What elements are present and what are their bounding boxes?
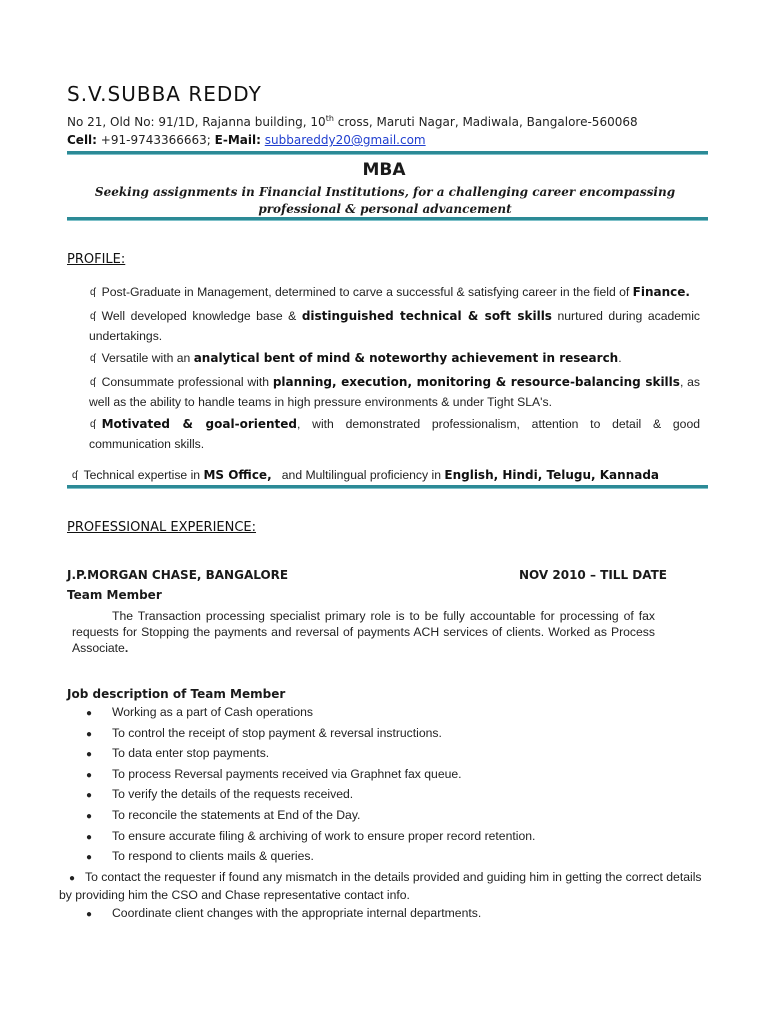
bullet-dot-icon: ● xyxy=(86,909,93,921)
bullet-dot-icon: ● xyxy=(86,749,93,761)
degree-title: MBA xyxy=(362,160,406,180)
arrowhead-up-icon: ʠ xyxy=(90,311,96,322)
profile-list xyxy=(89,283,700,457)
profile-item: ʠ Well developed knowledge base & distinguished technical & soft skills nurtured during academic undertakings. xyxy=(89,309,700,343)
cell-number: +91-9743366663; xyxy=(96,133,215,147)
employment-period: NOV 2010 – TILL DATE xyxy=(519,568,667,582)
profile-heading: PROFILE: xyxy=(67,252,126,267)
profile-item: ʠ Versatile with an analytical bent of mind & noteworthy achievement in research. xyxy=(89,349,700,369)
career-objective: Seeking assignments in Financial Institutions, for a challenging career encompassing professional & personal advancement xyxy=(94,185,676,216)
profile-item: ʠ Motivated & goal-oriented, with demonstrated professionalism, attention to detail & good communication skills. xyxy=(89,417,701,451)
profile-item: ʠ Consummate professional with planning, execution, monitoring & resource-balancing skills, as well as the ability to handle teams in high pressure environments & under Tight SLA's. xyxy=(89,375,700,409)
bullet-dot-icon: ● xyxy=(68,872,76,884)
bullet-dot-icon: ● xyxy=(86,810,93,822)
profile-item-technical: ʠ Technical expertise in MS Office, and Multilingual proficiency in English, Hindi, Telugu, Kannada xyxy=(72,468,660,482)
bullet-dot-icon: ● xyxy=(86,852,93,864)
list-item: ● To ensure accurate filing & archiving of work to ensure proper record retention. xyxy=(86,828,706,846)
arrowhead-up-icon: ʠ xyxy=(90,353,96,364)
list-item: ● To verify the details of the requests received. xyxy=(86,786,706,804)
email-label: E-Mail: xyxy=(214,133,261,147)
experience-heading: PROFESSIONAL EXPERIENCE: xyxy=(67,520,257,535)
list-item: ● To data enter stop payments. xyxy=(86,745,706,763)
duty-list xyxy=(59,704,706,926)
bullet-dot-icon: ● xyxy=(86,769,93,781)
bullet-dot-icon: ● xyxy=(86,708,93,719)
list-item: ● Coordinate client changes with the appropriate internal departments. xyxy=(86,905,706,923)
arrowhead-up-icon: ʠ xyxy=(72,470,78,481)
list-item: ● Working as a part of Cash operations xyxy=(86,704,706,722)
arrowhead-up-icon: ʠ xyxy=(90,377,96,388)
divider-objective xyxy=(67,217,708,221)
list-item: ● To control the receipt of stop payment & reversal instructions. xyxy=(86,725,706,743)
job-description-heading: Job description of Team Member xyxy=(67,687,286,701)
company-name: J.P.MORGAN CHASE, BANGALORE xyxy=(67,568,289,582)
arrowhead-up-icon: ʠ xyxy=(90,419,96,430)
bullet-dot-icon: ● xyxy=(86,790,93,802)
list-item: ● To contact the requester if found any mismatch in the details provided and guiding him in getting the correct details by providing him the CSO and Chase representative contact info. xyxy=(59,869,702,902)
list-item: ● To process Reversal payments received via Graphnet fax queue. xyxy=(86,766,706,784)
divider-profile xyxy=(67,485,708,489)
address: No 21, Old No: 91/1D, Rajanna building, 10th cross, Maruti Nagar, Madiwala, Bangalore-560068 xyxy=(67,114,638,129)
cell-label: Cell: xyxy=(67,133,97,147)
contact-line xyxy=(67,133,426,147)
profile-item: ʠ Post-Graduate in Management, determined to carve a successful & satisfying career in the field of Finance. xyxy=(89,283,700,303)
bullet-dot-icon: ● xyxy=(86,728,93,740)
list-item: ● To reconcile the statements at End of the Day. xyxy=(86,807,706,825)
role-summary: The Transaction processing specialist primary role is to be fully accountable for processing of fax requests for Stopping the payments and reversal of payments ACH services of clients. Worked as Process Associate. xyxy=(72,609,655,655)
divider-top xyxy=(67,151,708,155)
arrowhead-up-icon: ʠ xyxy=(90,287,96,298)
list-item: ● To respond to clients mails & queries. xyxy=(86,848,706,866)
bullet-dot-icon: ● xyxy=(86,831,93,843)
job-role: Team Member xyxy=(67,588,162,602)
candidate-name: S.V.SUBBA REDDY xyxy=(67,82,262,106)
email-link[interactable]: subbareddy20@gmail.com xyxy=(264,133,426,147)
